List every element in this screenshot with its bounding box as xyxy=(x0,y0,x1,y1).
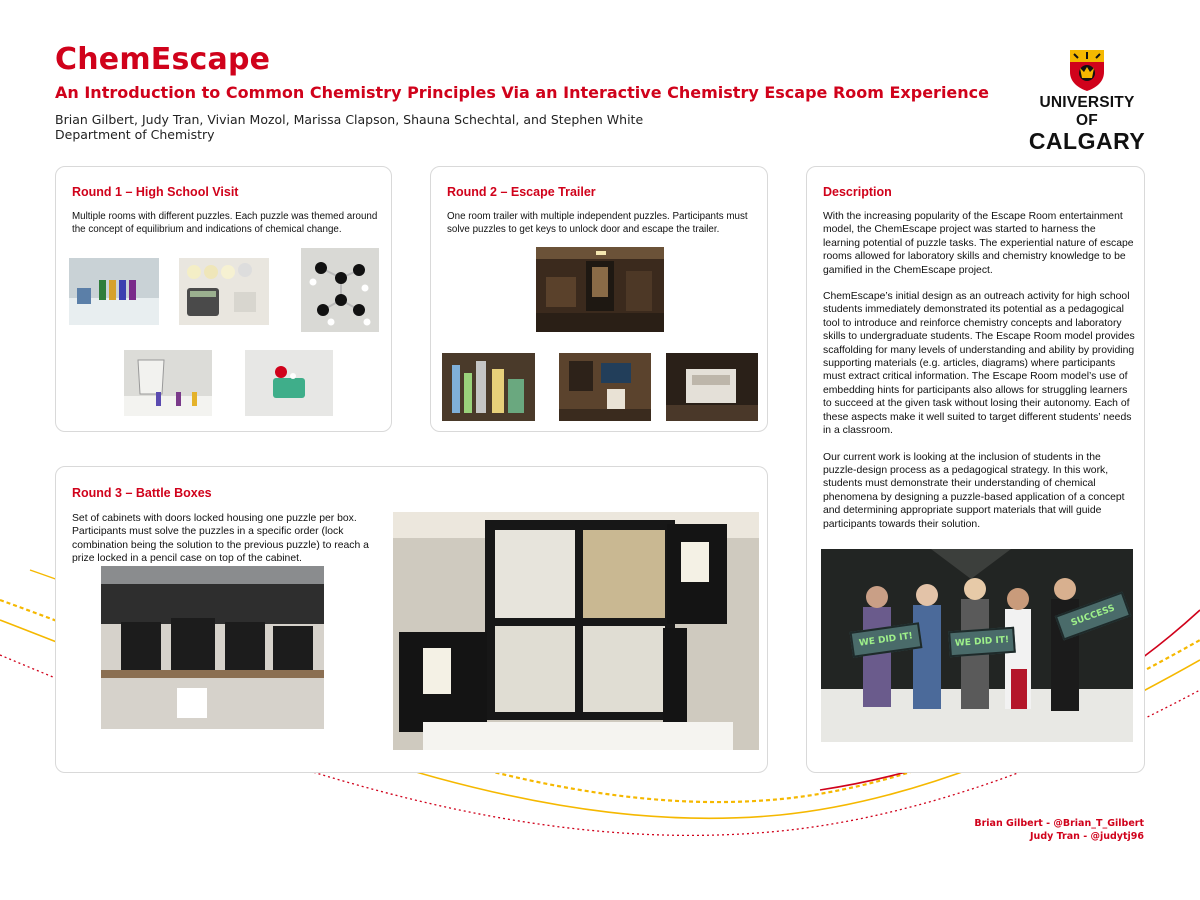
round2-photo-box xyxy=(666,353,758,421)
description-paragraph-2: ChemEscape’s initial design as an outreach activity for high school students immediately demonstrated its potential as a pedagogical tool to introduce and reinforce chemistry concepts and laboratory skills to undergraduate students. The Escape Room model provides scaffolding for many levels of understanding and ability by providing supporting materials (e.g. articles, diagrams) where participants must extract critical information. The Escape Room model’s use of embedding hints for participants also allows for struggling learners to succeed at the given task without losing their autonomy. Each of these aspects make it well suited to target different students’ needs in a classroom. xyxy=(823,291,1135,437)
round1-photo-vials xyxy=(69,258,159,325)
round2-text: One room trailer with multiple independent puzzles. Participants must solve puzzles to get keys to unlock door and escape the trailer. xyxy=(447,211,748,236)
logo-text-calgary: CALGARY xyxy=(1028,128,1146,154)
calgary-crest-icon xyxy=(1068,48,1106,92)
logo-text-university-of: UNIVERSITY OF xyxy=(1039,94,1135,129)
round1-photo-molecule-model xyxy=(301,248,379,332)
round2-photo-trailer-interior xyxy=(536,247,664,332)
contact-brian: Brian Gilbert - @Brian_T_Gilbert xyxy=(974,818,1144,829)
description-paragraph-3: Our current work is looking at the inclusion of students in the puzzle-design process as a pedagogical strategy. In this work, students must demonstrate their understanding of chemical phenomena by designing a puzzle-based application of a concept and determining appropriate support materials that will guide participants towards their solution. xyxy=(823,451,1125,530)
round1-text: Multiple rooms with different puzzles. Each puzzle was themed around the concept of equilibrium and indications of chemical change. xyxy=(72,211,378,236)
description-panel xyxy=(806,166,1145,773)
department-name: Department of Chemistry xyxy=(55,127,215,142)
author-list: Brian Gilbert, Judy Tran, Vivian Mozol, Marissa Clapson, Shauna Schechtal, and Stephen White xyxy=(55,112,644,127)
round2-title: Round 2 – Escape Trailer xyxy=(447,185,596,199)
round1-panel xyxy=(55,166,392,432)
contact-judy: Judy Tran - @judytj96 xyxy=(1030,831,1144,842)
description-title: Description xyxy=(823,185,892,199)
round3-photo-cabinet xyxy=(393,512,759,750)
round2-panel xyxy=(430,166,768,432)
poster-subtitle: An Introduction to Common Chemistry Principles Via an Interactive Chemistry Escape Room Experience xyxy=(55,83,989,102)
description-paragraph-1: With the increasing popularity of the Escape Room entertainment model, the ChemEscape project was started to harness the learning potential of puzzle tasks. The experiential nature of escape rooms allowed for laboratory skills and chemistry knowledge to be gamified in the ChemEscape project. xyxy=(823,211,1134,276)
university-logo xyxy=(1028,48,1146,154)
team-sign-3: SUCCESS xyxy=(1055,591,1132,640)
contact-footer xyxy=(974,817,1144,843)
team-photo xyxy=(821,549,1133,742)
round1-photo-calculator xyxy=(179,258,269,325)
round2-photo-bottles xyxy=(442,353,535,421)
team-sign-2: WE DID IT! xyxy=(948,627,1016,658)
round3-photo-classroom xyxy=(101,566,324,729)
description-body xyxy=(823,210,1135,544)
round3-text: Set of cabinets with doors locked housing one puzzle per box. Participants must solve the puzzles in a specific order (lock combination being the solution to the previous puzzle) to reach a prize locked in a pencil case on top of the cabinet. xyxy=(72,513,369,565)
poster-title: ChemEscape xyxy=(55,42,271,77)
round1-photo-puzzle-box xyxy=(245,350,333,416)
team-sign-1: WE DID IT! xyxy=(850,622,923,657)
round1-title: Round 1 – High School Visit xyxy=(72,185,239,199)
round3-title: Round 3 – Battle Boxes xyxy=(72,486,212,500)
round2-photo-wall-panel xyxy=(559,353,651,421)
round1-photo-beaker xyxy=(124,350,212,416)
poster-header xyxy=(55,42,1015,142)
round3-panel xyxy=(55,466,768,773)
